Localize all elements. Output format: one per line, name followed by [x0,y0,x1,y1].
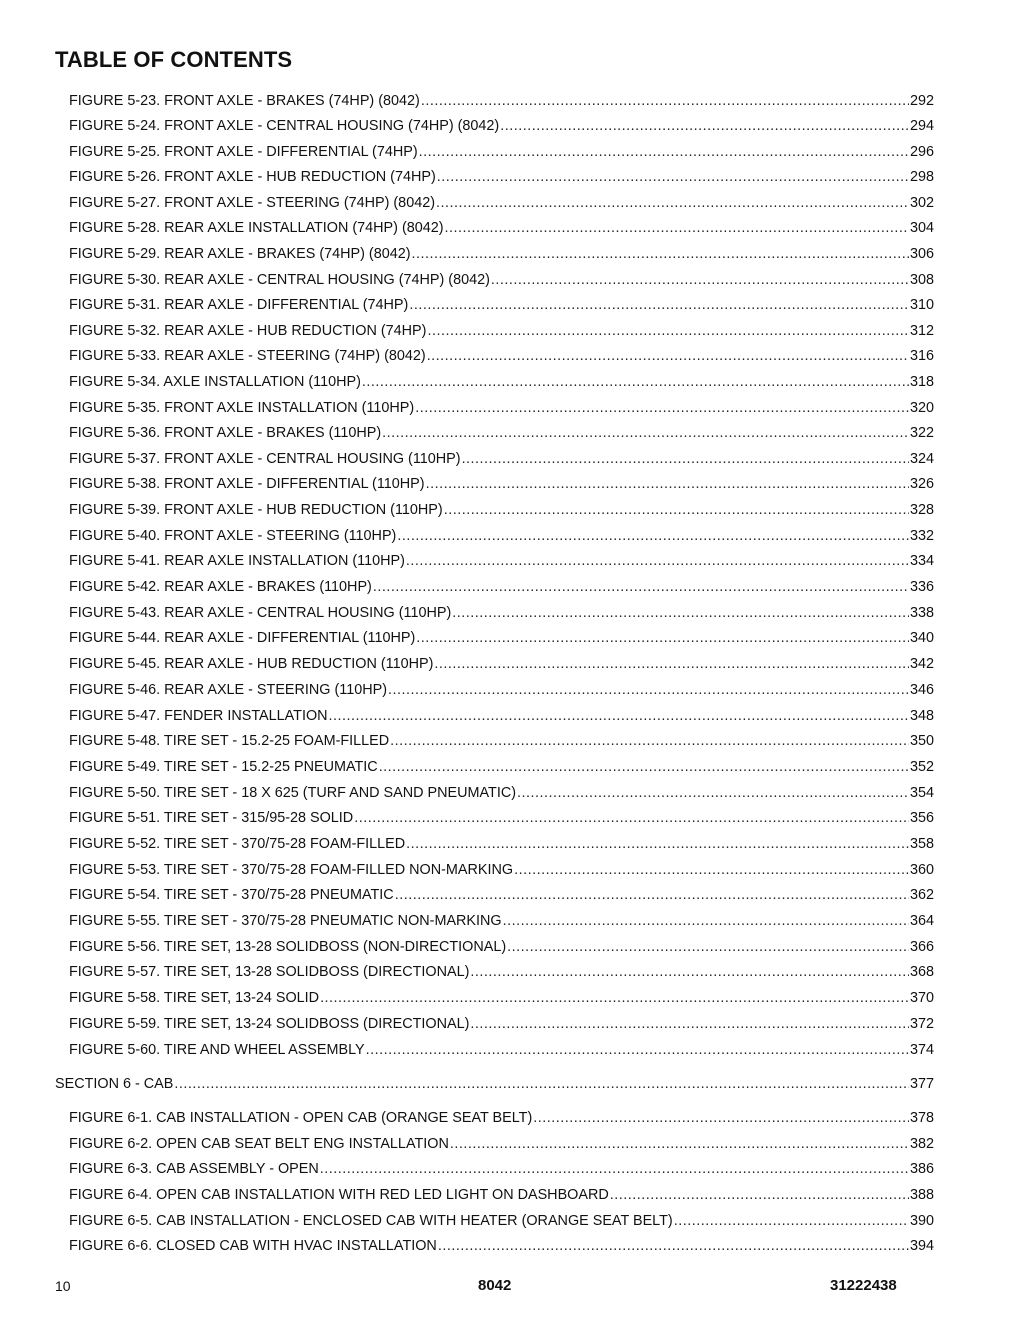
toc-entry[interactable] [69,962,934,982]
toc-entry-page: 334 [909,553,934,569]
dot-leader [379,757,909,777]
toc-entry-page: 340 [909,630,934,646]
toc-entry-page: 388 [909,1187,934,1203]
toc-entry-page: 366 [909,939,934,955]
toc-entry[interactable] [69,706,934,726]
toc-entry-page: 342 [909,656,934,672]
toc-entry[interactable] [69,834,934,854]
toc-entry[interactable] [69,628,934,648]
dot-leader [427,346,909,366]
toc-entry-page: 360 [909,862,934,878]
toc-entry[interactable] [69,783,934,803]
toc-entry[interactable] [69,1159,934,1179]
dot-leader [416,628,909,648]
toc-entry-page: 368 [909,964,934,980]
toc-entry-page: 338 [909,605,934,621]
toc-entry[interactable] [69,1236,934,1256]
toc-entry-label: FIGURE 6-5. CAB INSTALLATION - ENCLOSED CAB WITH HEATER (ORANGE SEAT BELT) [69,1213,673,1229]
toc-entry-label: FIGURE 6-6. CLOSED CAB WITH HVAC INSTALLATION [69,1238,437,1254]
toc-entry-page: 354 [909,785,934,801]
dot-leader [438,1236,909,1256]
toc-entry-label: FIGURE 5-30. REAR AXLE - CENTRAL HOUSING (74HP) (8042) [69,272,490,288]
toc-entry-label: FIGURE 5-25. FRONT AXLE - DIFFERENTIAL (74HP) [69,144,418,160]
dot-leader [436,193,909,213]
toc-entry-page: 346 [909,682,934,698]
toc-entry-page: 386 [909,1161,934,1177]
toc-entry-label: FIGURE 6-1. CAB INSTALLATION - OPEN CAB (ORANGE SEAT BELT) [69,1110,533,1126]
toc-entry-label: FIGURE 5-57. TIRE SET, 13-28 SOLIDBOSS (DIRECTIONAL) [69,964,470,980]
dot-leader [320,988,909,1008]
toc-entry-page: 306 [909,246,934,262]
toc-entry-label: FIGURE 5-32. REAR AXLE - HUB REDUCTION (74HP) [69,323,427,339]
toc-entry-page: 362 [909,887,934,903]
toc-entry[interactable] [69,1014,934,1034]
dot-leader [320,1159,909,1179]
toc-entry[interactable] [69,1185,934,1205]
toc-entry[interactable] [69,654,934,674]
toc-entry-page: 374 [909,1042,934,1058]
toc-entry-label: FIGURE 5-47. FENDER INSTALLATION [69,708,328,724]
dot-leader [452,603,909,623]
toc-entry-page: 394 [909,1238,934,1254]
toc-entry-page: 320 [909,400,934,416]
dot-leader [362,372,909,392]
dot-leader [421,91,909,111]
footer-model: 8042 [478,1277,512,1294]
toc-entry-label: FIGURE 5-44. REAR AXLE - DIFFERENTIAL (110HP) [69,630,416,646]
toc-entry-label: FIGURE 5-52. TIRE SET - 370/75-28 FOAM-FILLED [69,836,406,852]
toc-entry-label: FIGURE 5-54. TIRE SET - 370/75-28 PNEUMATIC [69,887,394,903]
toc-entry-label: FIGURE 5-43. REAR AXLE - CENTRAL HOUSING (110HP) [69,605,452,621]
toc-entry-label: FIGURE 5-41. REAR AXLE INSTALLATION (110HP) [69,553,405,569]
toc-entry-label: FIGURE 5-55. TIRE SET - 370/75-28 PNEUMATIC NON-MARKING [69,913,502,929]
toc-entry-page: 332 [909,528,934,544]
toc-entry[interactable] [69,757,934,777]
dot-leader [395,885,909,905]
dot-leader [354,808,909,828]
toc-entry[interactable] [69,860,934,880]
dot-leader [491,270,909,290]
toc-entry-label: FIGURE 5-24. FRONT AXLE - CENTRAL HOUSING (74HP) (8042) [69,118,500,134]
page-title: TABLE OF CONTENTS [55,47,293,72]
toc-entry-page: 302 [909,195,934,211]
toc-entry[interactable] [69,398,934,418]
toc-entry-label: FIGURE 5-45. REAR AXLE - HUB REDUCTION (110HP) [69,656,434,672]
toc-entry[interactable] [69,937,934,957]
dot-leader [397,526,909,546]
dot-leader [373,577,909,597]
toc-entry[interactable] [69,808,934,828]
toc-entry[interactable] [69,116,934,136]
toc-entry-label: FIGURE 5-40. FRONT AXLE - STEERING (110HP) [69,528,397,544]
toc-entry[interactable] [69,346,934,366]
toc-entry-page: 294 [909,118,934,134]
toc-entry[interactable] [69,603,934,623]
toc-entry-label: SECTION 6 - CAB [55,1076,174,1092]
toc-entry-label: FIGURE 5-33. REAR AXLE - STEERING (74HP) (8042) [69,348,426,364]
toc-entry[interactable] [69,911,934,931]
toc-entry[interactable] [69,885,934,905]
dot-leader [419,142,909,162]
toc-entry-page: 390 [909,1213,934,1229]
dot-leader [329,706,909,726]
toc-entry-page: 308 [909,272,934,288]
dot-leader [412,244,909,264]
toc-entry-page: 372 [909,1016,934,1032]
toc-entry[interactable] [69,577,934,597]
toc-entry-label: FIGURE 5-28. REAR AXLE INSTALLATION (74HP) (8042) [69,220,444,236]
footer-doc-number: 31222438 [830,1277,897,1294]
dot-leader [390,731,909,751]
toc-entry-page: 358 [909,836,934,852]
dot-leader [514,860,909,880]
toc-entry-page: 364 [909,913,934,929]
toc-entry-page: 328 [909,502,934,518]
toc-entry-label: FIGURE 5-23. FRONT AXLE - BRAKES (74HP) (8042) [69,93,420,109]
dot-leader [470,962,909,982]
toc-entry-label: FIGURE 5-51. TIRE SET - 315/95-28 SOLID [69,810,354,826]
toc-entry[interactable] [69,295,934,315]
toc-entry-label: FIGURE 5-35. FRONT AXLE INSTALLATION (110HP) [69,400,415,416]
toc-entry-label: FIGURE 5-29. REAR AXLE - BRAKES (74HP) (8042) [69,246,411,262]
dot-leader [427,321,909,341]
toc-entry-label: FIGURE 6-2. OPEN CAB SEAT BELT ENG INSTALLATION [69,1136,449,1152]
toc-entry[interactable] [69,423,934,443]
toc-entry[interactable] [69,142,934,162]
toc-entry[interactable] [69,321,934,341]
dot-leader [434,654,909,674]
toc-entry-page: 304 [909,220,934,236]
toc-entry-page: 348 [909,708,934,724]
dot-leader [382,423,909,443]
dot-leader [409,295,909,315]
toc-entry[interactable] [69,91,934,111]
dot-leader [674,1211,909,1231]
dot-leader [507,937,909,957]
toc-entry-page: 377 [909,1076,934,1092]
dot-leader [406,834,909,854]
toc-entry-page: 324 [909,451,934,467]
dot-leader [503,911,909,931]
dot-leader [500,116,909,136]
toc-entry-label: FIGURE 5-46. REAR AXLE - STEERING (110HP) [69,682,388,698]
toc-entry-page: 292 [909,93,934,109]
toc-entry[interactable] [69,1211,934,1231]
toc-entry-page: 312 [909,323,934,339]
toc-entry[interactable] [69,500,934,520]
toc-entry[interactable] [69,526,934,546]
toc-entry-label: FIGURE 5-27. FRONT AXLE - STEERING (74HP) (8042) [69,195,435,211]
dot-leader [450,1134,909,1154]
toc-entry-page: 350 [909,733,934,749]
toc-entry-label: FIGURE 5-31. REAR AXLE - DIFFERENTIAL (74HP) [69,297,409,313]
dot-leader [444,500,909,520]
toc-entry-page: 296 [909,144,934,160]
toc-entry-page: 352 [909,759,934,775]
toc-entry[interactable] [69,474,934,494]
footer-page-number: 10 [55,1278,71,1294]
toc-entry[interactable] [69,167,934,187]
toc-entry-page: 318 [909,374,934,390]
toc-entry-page: 382 [909,1136,934,1152]
toc-entry-page: 316 [909,348,934,364]
toc-entry-page: 378 [909,1110,934,1126]
toc-entry[interactable] [69,1040,934,1060]
dot-leader [445,218,909,238]
dot-leader [462,449,909,469]
dot-leader [415,398,909,418]
dot-leader [470,1014,909,1034]
toc-entry[interactable] [69,270,934,290]
toc-entry[interactable] [69,244,934,264]
toc-entry[interactable] [69,731,934,751]
toc-entry[interactable] [69,193,934,213]
toc-entry-page: 322 [909,425,934,441]
toc-entry-label: FIGURE 5-37. FRONT AXLE - CENTRAL HOUSING (110HP) [69,451,461,467]
toc-entry-label: FIGURE 5-36. FRONT AXLE - BRAKES (110HP) [69,425,382,441]
toc-entry-label: FIGURE 5-50. TIRE SET - 18 X 625 (TURF AND SAND PNEUMATIC) [69,785,517,801]
toc-entry-label: FIGURE 5-38. FRONT AXLE - DIFFERENTIAL (110HP) [69,476,425,492]
toc-entry[interactable] [69,218,934,238]
toc-entry[interactable] [69,988,934,1008]
dot-leader [533,1108,909,1128]
toc-entry[interactable] [69,449,934,469]
toc-entry-label: FIGURE 5-59. TIRE SET, 13-24 SOLIDBOSS (DIRECTIONAL) [69,1016,470,1032]
toc-entry-label: FIGURE 5-56. TIRE SET, 13-28 SOLIDBOSS (NON-DIRECTIONAL) [69,939,507,955]
toc-entry-label: FIGURE 6-3. CAB ASSEMBLY - OPEN [69,1161,319,1177]
dot-leader [388,680,909,700]
dot-leader [366,1040,909,1060]
toc-entry-page: 336 [909,579,934,595]
toc-entry[interactable] [69,551,934,571]
toc-entry-label: FIGURE 5-39. FRONT AXLE - HUB REDUCTION (110HP) [69,502,443,518]
toc-entry[interactable] [69,372,934,392]
dot-leader [174,1074,909,1094]
toc-entry-label: FIGURE 5-49. TIRE SET - 15.2-25 PNEUMATIC [69,759,378,775]
dot-leader [406,551,909,571]
toc-entry[interactable] [69,1134,934,1154]
toc-entry-page: 326 [909,476,934,492]
toc-entry-label: FIGURE 5-60. TIRE AND WHEEL ASSEMBLY [69,1042,365,1058]
toc-entry-page: 370 [909,990,934,1006]
toc-entry-label: FIGURE 5-26. FRONT AXLE - HUB REDUCTION (74HP) [69,169,436,185]
toc-entry-page: 310 [909,297,934,313]
dot-leader [610,1185,909,1205]
toc-entry-page: 356 [909,810,934,826]
dot-leader [437,167,909,187]
dot-leader [426,474,909,494]
toc-entry-label: FIGURE 6-4. OPEN CAB INSTALLATION WITH RED LED LIGHT ON DASHBOARD [69,1187,609,1203]
toc-entry-label: FIGURE 5-53. TIRE SET - 370/75-28 FOAM-FILLED NON-MARKING [69,862,514,878]
toc-entry-label: FIGURE 5-42. REAR AXLE - BRAKES (110HP) [69,579,372,595]
toc-entry[interactable] [69,680,934,700]
toc-entry-page: 298 [909,169,934,185]
toc-section-entry[interactable] [55,1074,934,1094]
dot-leader [517,783,909,803]
toc-entry-label: FIGURE 5-48. TIRE SET - 15.2-25 FOAM-FILLED [69,733,390,749]
toc-entry-label: FIGURE 5-34. AXLE INSTALLATION (110HP) [69,374,361,390]
toc-entry[interactable] [69,1108,934,1128]
toc-entry-label: FIGURE 5-58. TIRE SET, 13-24 SOLID [69,990,320,1006]
